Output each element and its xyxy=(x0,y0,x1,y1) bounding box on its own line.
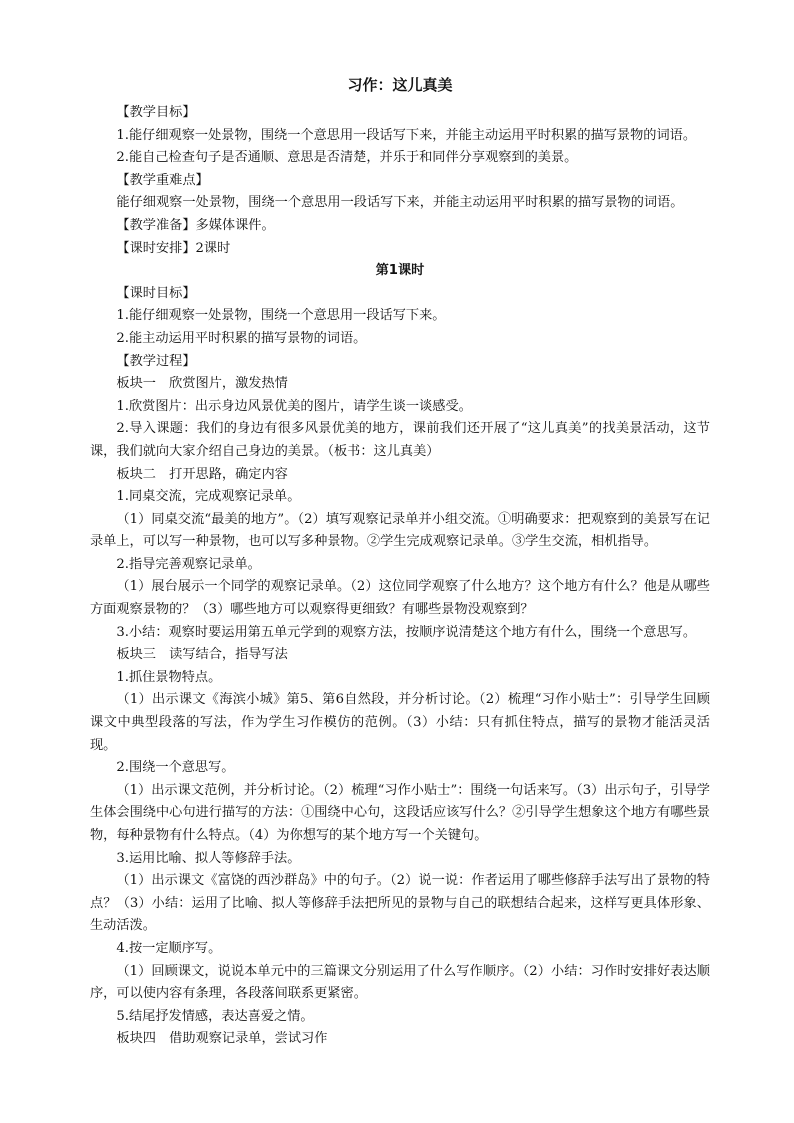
block-3-step-2-detail: （1）出示课文范例，并分析讨论。（2）梳理“习作小贴士”：围绕一句话来写。（3）出示句子，引导学生体会围绕中心句进行描写的方法：①围绕中心句，这段话应该写什么？②引导学生想象这个地方有哪些景物，每种景物有什么特点。（4）为你想写的某个地方写一个关键句。 xyxy=(90,782,710,843)
block-1-step-1: 1.欣赏图片：出示身边风景优美的图片，请学生谈一谈感受。 xyxy=(116,398,472,414)
lesson-title: 第1课时 xyxy=(375,263,425,279)
schedule: 【课时安排】2课时 xyxy=(116,240,231,256)
block-3-step-3-detail: （1）出示课文《富饶的西沙群岛》中的句子。（2）说一说：作者运用了哪些修辞手法写出了景物的特点？（3）小结：运用了比喻、拟人等修辞手法把所见的景物与自己的联想结合起来，这样写更具体形象、生动活泼。 xyxy=(90,873,710,934)
lesson-goal-2: 2.能主动运用平时积累的描写景物的词语。 xyxy=(116,330,367,346)
preparation: 【教学准备】多媒体课件。 xyxy=(116,217,275,233)
document-page xyxy=(90,70,710,1051)
block-3-heading: 板块三 读写结合，指导写法 xyxy=(116,647,288,663)
key-text: 能仔细观察一处景物，围绕一个意思用一段话写下来，并能主动运用平时积累的描写景物的词语。 xyxy=(116,195,684,211)
block-2-heading: 板块二 打开思路，确定内容 xyxy=(116,466,288,482)
block-2-step-3: 3.小结：观察时要运用第五单元学到的观察方法，按顺序说清楚这个地方有什么，围绕一个意思写。 xyxy=(116,624,697,640)
block-3-step-4-detail: （1）回顾课文，说说本单元中的三篇课文分别运用了什么写作顺序。（2）小结：习作时安排好表达顺序，可以使内容有条理，各段落间联系更紧密。 xyxy=(90,963,710,1002)
block-3-step-5: 5.结尾抒发情感，表达喜爱之情。 xyxy=(116,1008,314,1024)
block-2-step-2-detail: （1）展台展示一个同学的观察记录单。（2）这位同学观察了什么地方？这个地方有什么？他是从哪些方面观察景物的？（3）哪些地方可以观察得更细致？有哪些景物没观察到？ xyxy=(90,579,710,618)
block-1-step-2: 2.导入课题：我们的身边有很多风景优美的地方，课前我们还开展了“这儿真美”的找美景活动，这节课，我们就向大家介绍自己身边的美景。（板书：这儿真美） xyxy=(90,421,710,459)
block-3-step-3: 3.运用比喻、拟人等修辞手法。 xyxy=(116,850,301,866)
block-3-step-1-detail: （1）出示课文《海滨小城》第5、第6自然段，并分析讨论。（2）梳理“习作小贴士”：引导学生回顾课文中典型段落的写法，作为学生习作模仿的范例。（3）小结：只有抓住特点，描写的景物才能活灵活现。 xyxy=(90,692,710,753)
process-heading: 【教学过程】 xyxy=(116,353,196,369)
objective-2: 2.能自己检查句子是否通顺、意思是否清楚，并乐于和同伴分享观察到的美景。 xyxy=(116,150,578,166)
key-heading: 【教学重难点】 xyxy=(116,172,209,188)
block-3-step-2: 2.围绕一个意思写。 xyxy=(116,760,235,776)
objective-1: 1.能仔细观察一处景物，围绕一个意思用一段话写下来，并能主动运用平时积累的描写景物的词语。 xyxy=(116,127,697,143)
block-2-step-1-detail: （1）同桌交流“最美的地方”。（2）填写观察记录单并小组交流。①明确要求：把观察到的美景写在记录单上，可以写一种景物，也可以写多种景物。②学生完成观察记录单。③学生交流，相机指导。 xyxy=(90,511,710,550)
document-title: 习作：这儿真美 xyxy=(347,76,453,94)
lesson-goal-1: 1.能仔细观察一处景物，围绕一个意思用一段话写下来。 xyxy=(116,308,446,324)
block-4-heading: 板块四 借助观察记录单，尝试习作 xyxy=(116,1031,328,1047)
block-2-step-1: 1.同桌交流，完成观察记录单。 xyxy=(116,489,301,505)
objectives-heading: 【教学目标】 xyxy=(116,105,196,120)
block-2-step-2: 2.指导完善观察记录单。 xyxy=(116,556,261,572)
block-3-step-1: 1.抓住景物特点。 xyxy=(116,669,222,685)
lesson-goal-heading: 【课时目标】 xyxy=(116,285,196,301)
block-1-heading: 板块一 欣赏图片，激发热情 xyxy=(116,376,288,392)
block-3-step-4: 4.按一定顺序写。 xyxy=(116,940,222,956)
